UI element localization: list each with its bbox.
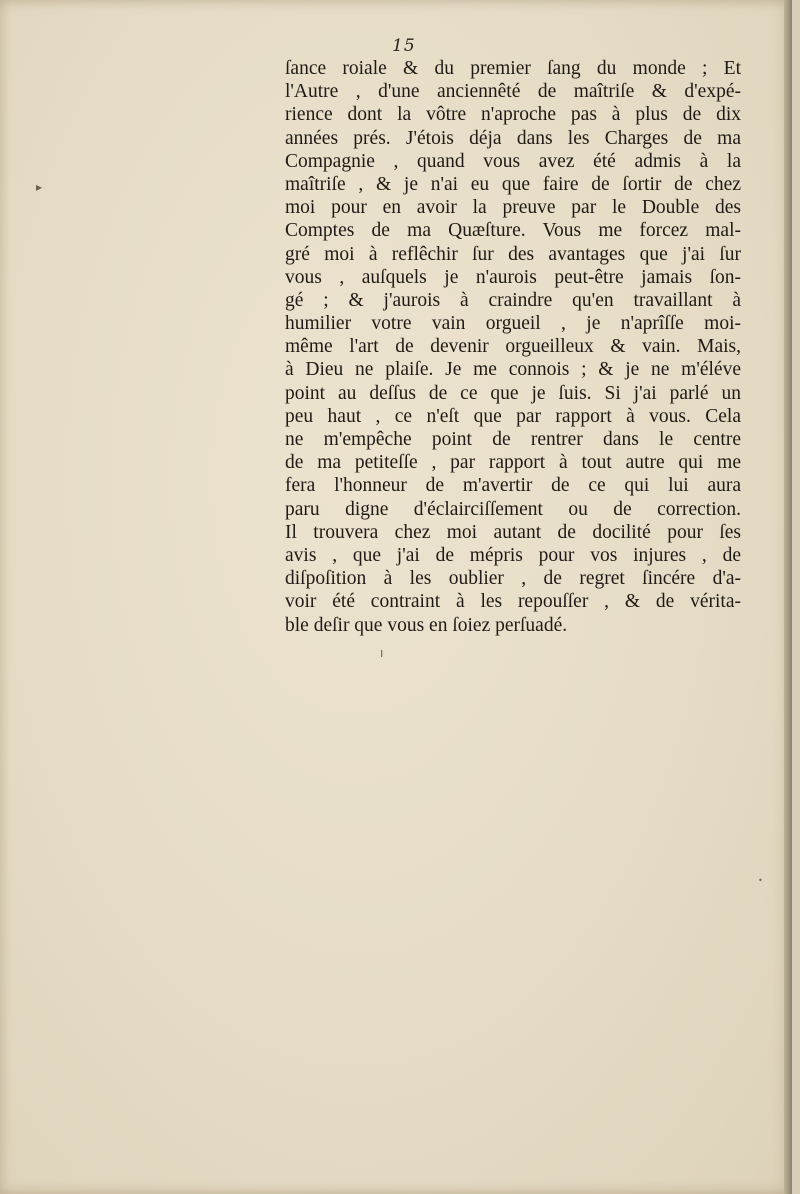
text-line: même l'art de devenir orgueilleux & vain. Mais, — [285, 336, 741, 358]
text-line: gé ; & j'aurois à craindre qu'en travaillant à — [285, 289, 741, 311]
ink-speck: ▸ — [36, 180, 43, 194]
text-line: voir été contraint à les repouſſer , & de vérita- — [285, 591, 741, 613]
text-line: fera l'honneur de m'avertir de ce qui lui aura — [285, 475, 741, 497]
text-line: vous , auſquels je n'aurois peut-être jamais ſon- — [285, 266, 741, 288]
text-line: humilier votre vain orgueil , je n'aprîſſe moi- — [285, 313, 741, 335]
text-line: Il trouvera chez moi autant de docilité pour ſes — [285, 521, 741, 543]
text-line: à Dieu ne plaiſe. Je me connois ; & je ne m'éléve — [285, 359, 741, 381]
text-line: peu haut , ce n'eſt que par rapport à vous. Cela — [285, 405, 741, 427]
text-line: années prés. J'étois déja dans les Charges de ma — [285, 127, 741, 149]
text-line: l'Autre , d'une anciennêté de maîtriſe & d'expé- — [285, 81, 741, 103]
text-line: moi pour en avoir la preuve par le Double des — [285, 197, 741, 219]
text-line: ble deſir que vous en ſoiez perſuadé. — [285, 614, 568, 636]
page-edge — [784, 0, 792, 1194]
text-line: Compagnie , quand vous avez été admis à la — [285, 150, 741, 172]
text-line: rience dont la vôtre n'aproche pas à plus de dix — [285, 104, 741, 126]
body-text — [285, 57, 741, 637]
ink-speck: ı — [380, 646, 384, 660]
text-line: point au deſſus de ce que je ſuis. Si j'ai parlé un — [285, 382, 741, 404]
text-line: ne m'empêche point de rentrer dans le centre — [285, 429, 741, 450]
text-line: paru digne d'éclairciſſement ou de correction. — [285, 498, 741, 520]
text-line: Comptes de ma Quæſture. Vous me forcez mal- — [285, 220, 741, 242]
text-line: ſance roiale & du premier ſang du monde ; Et — [285, 58, 741, 79]
page-number: 15 — [392, 36, 416, 56]
text-line: gré moi à reflêchir ſur des avantages que j'ai ſur — [285, 243, 741, 265]
text-line: maîtriſe , & je n'ai eu que faire de ſortir de chez — [285, 173, 741, 195]
ink-speck: • — [758, 876, 763, 885]
text-line: diſpoſition à les oublier , de regret ſincére d'a- — [285, 568, 741, 590]
text-line: de ma petiteſſe , par rapport à tout autre qui me — [285, 452, 741, 474]
text-line: avis , que j'ai de mépris pour vos injures , de — [285, 544, 741, 566]
